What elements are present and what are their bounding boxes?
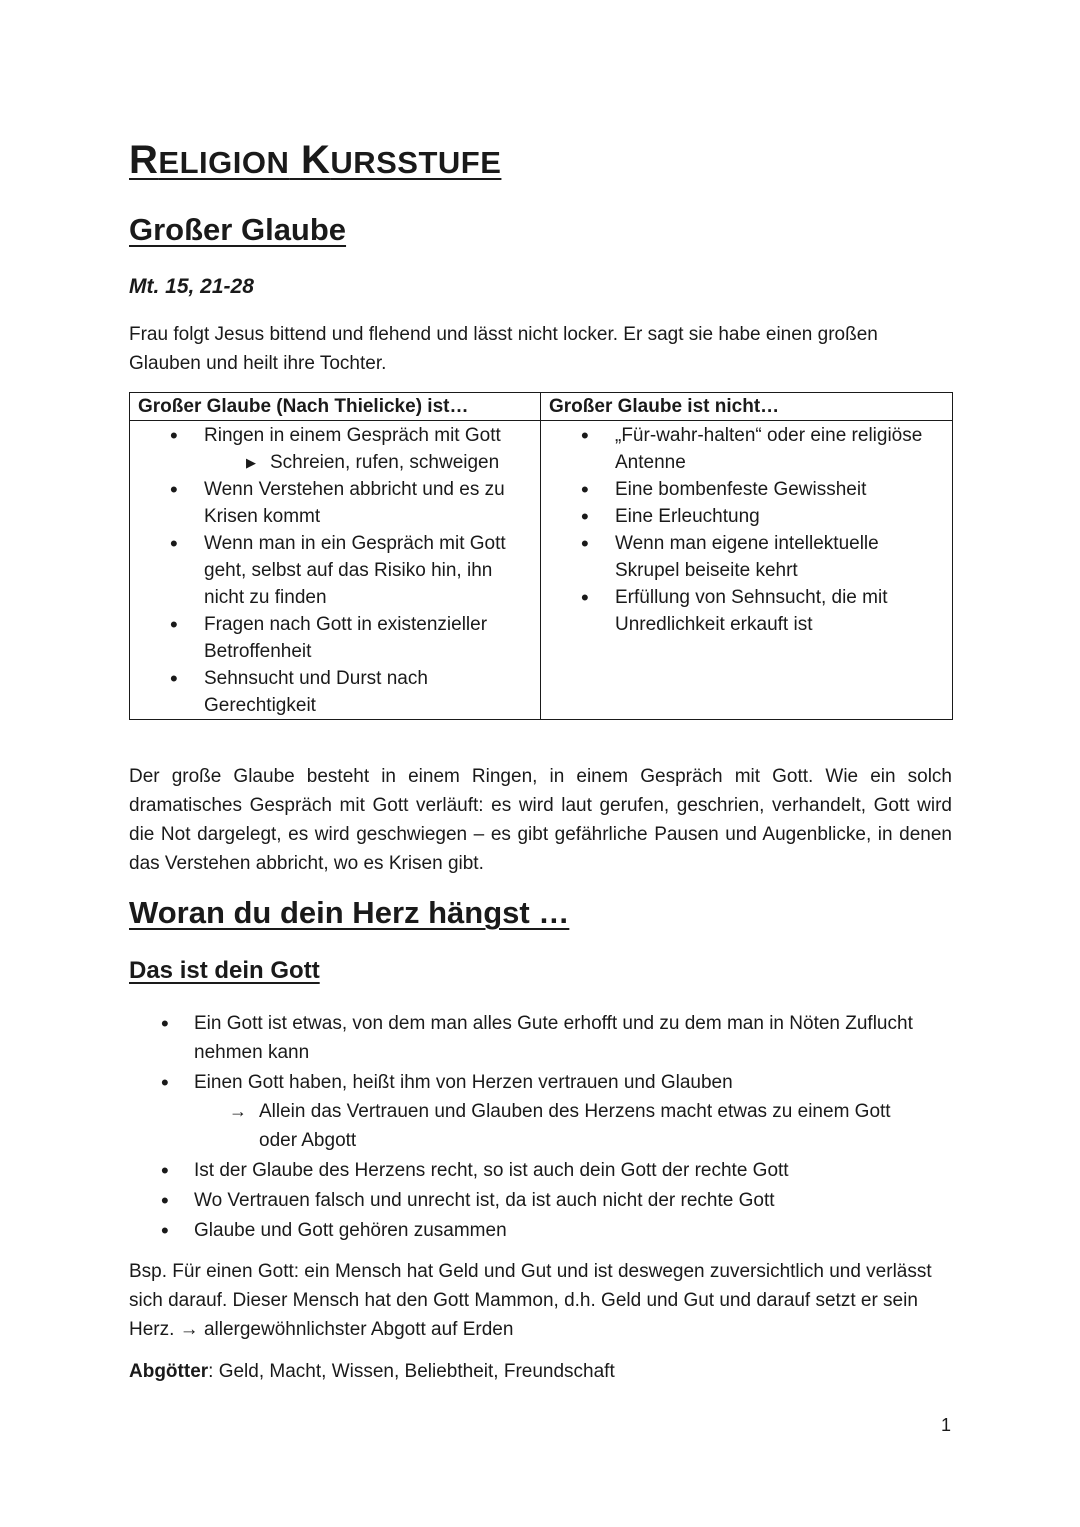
list-item: • Sehnsucht und Durst nach Gerechtigkeit bbox=[138, 665, 532, 719]
table-header-is: Großer Glaube (Nach Thielicke) ist… bbox=[130, 393, 541, 421]
list-item: • Wenn man in ein Gespräch mit Gott geht, selbst auf das Risiko hin, ihn nicht zu finden bbox=[138, 530, 532, 611]
list-item: • Eine Erleuchtung bbox=[549, 503, 944, 530]
section-heading-grosser-glaube: Großer Glaube bbox=[129, 212, 347, 247]
list-item: • Glaube und Gott gehören zusammen bbox=[129, 1216, 952, 1245]
example-paragraph: Bsp. Für einen Gott: ein Mensch hat Geld und Gut und ist deswegen zuversichtlich und verlässt sich darauf. Dieser Mensch hat den Gott Mammon, d.h. Geld und Gut und darauf setzt er sein Herz. → allergewöhnlichster Abgott auf Erden bbox=[129, 1261, 932, 1340]
sub-item: ▶ Schreien, rufen, schweigen bbox=[138, 449, 532, 476]
table-cell-is-not bbox=[541, 421, 953, 720]
idols-text: : Geld, Macht, Wissen, Beliebtheit, Freundschaft bbox=[208, 1361, 615, 1382]
gott-definition-list bbox=[129, 1009, 952, 1246]
list-item: • Eine bombenfeste Gewissheit bbox=[549, 476, 944, 503]
list-item: • Wenn Verstehen abbricht und es zu Krisen kommt bbox=[138, 476, 532, 530]
idols-label: Abgötter bbox=[129, 1361, 209, 1382]
list-item: • Wo Vertrauen falsch und unrecht ist, da ist auch nicht der rechte Gott bbox=[129, 1186, 952, 1215]
page-number: 1 bbox=[941, 1415, 952, 1435]
idols-line bbox=[129, 1357, 952, 1386]
list-item: • Ein Gott ist etwas, von dem man alles Gute erhofft und zu dem man in Nöten Zuflucht nehmen kann bbox=[129, 1009, 952, 1067]
section-heading-herz: Woran du dein Herz hängst … bbox=[129, 895, 570, 930]
summary-paragraph: Der große Glaube besteht in einem Ringen, in einem Gespräch mit Gott. Wie ein solch dramatisches Gespräch mit Gott verläuft: es wird laut gerufen, geschrien, verhandelt, Gott wird die Not dargelegt, es wird geschwiegen – es gibt gefährliche Pausen und Augenblicke, in denen das Verstehen abbricht, wo es Krisen gibt. bbox=[129, 766, 952, 874]
subheading-dein-gott: Das ist dein Gott bbox=[129, 957, 320, 984]
arrow-sub-item: → Allein das Vertrauen und Glauben des Herzens macht etwas zu einem Gott oder Abgott bbox=[129, 1097, 952, 1155]
comparison-table bbox=[129, 392, 953, 720]
list-item: • Fragen nach Gott in existenzieller Betroffenheit bbox=[138, 611, 532, 665]
list-item: • Ist der Glaube des Herzens recht, so ist auch dein Gott der rechte Gott bbox=[129, 1156, 952, 1185]
list-item: • Erfüllung von Sehnsucht, die mit Unredlichkeit erkauft ist bbox=[549, 584, 944, 638]
document-title: RELIGION KURSSTUFE bbox=[129, 138, 502, 182]
list-item: • Wenn man eigene intellektuelle Skrupel beiseite kehrt bbox=[549, 530, 944, 584]
table-cell-is bbox=[130, 421, 541, 720]
list-item: • Ringen in einem Gespräch mit Gott ▶ Schreien, rufen, schweigen bbox=[138, 422, 532, 476]
list-item: • „Für-wahr-halten“ oder eine religiöse Antenne bbox=[549, 422, 944, 476]
table-header-row bbox=[130, 393, 953, 421]
intro-paragraph: Frau folgt Jesus bittend und flehend und lässt nicht locker. Er sagt sie habe einen großen Glauben und heilt ihre Tochter. bbox=[129, 324, 878, 374]
table-row bbox=[130, 421, 953, 720]
list-item: • Einen Gott haben, heißt ihm von Herzen vertrauen und Glauben → Allein das Vertrauen und Glauben des Herzens macht etwas zu einem Gott oder Abgott bbox=[129, 1068, 952, 1155]
table-header-is-not: Großer Glaube ist nicht… bbox=[541, 393, 953, 421]
bible-reference: Mt. 15, 21-28 bbox=[129, 275, 254, 298]
